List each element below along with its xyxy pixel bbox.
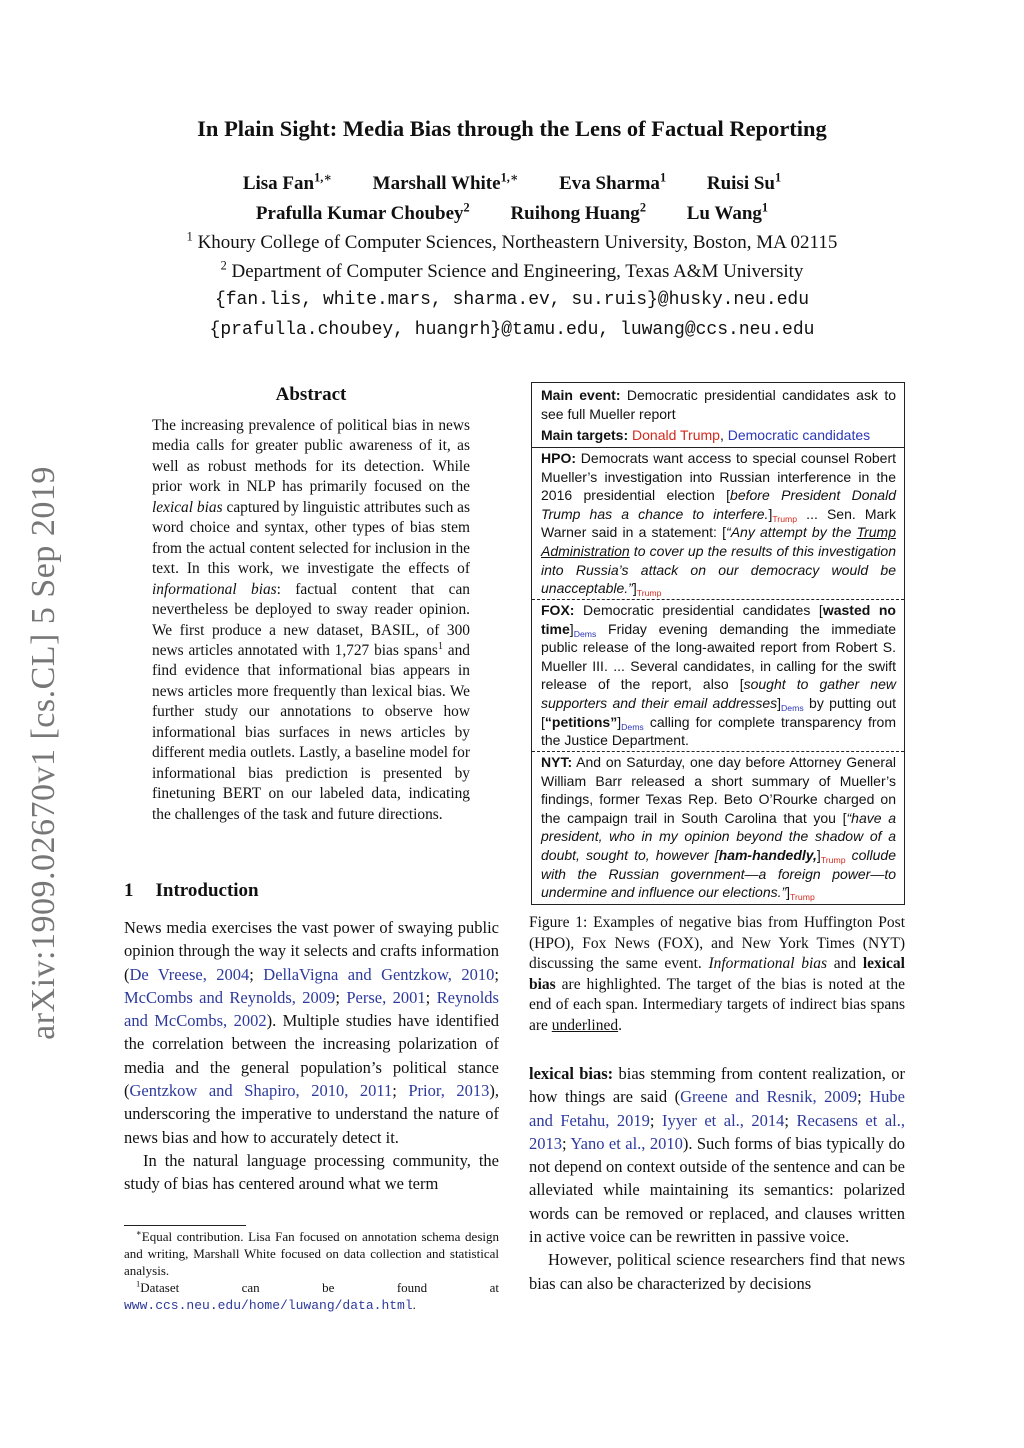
- figure-1-caption: Figure 1: Examples of negative bias from Huffington Post (HPO), Fox News (FOX), and New York Times (NYT) discussing the same event. Informational bias and lexical bias are highlighted. The target of the bias is noted at the end of each span. Intermediary targets of indirect bias spans are underlined.: [529, 914, 905, 1034]
- citation-link[interactable]: Perse, 2001: [346, 987, 426, 1007]
- footnotes: [124, 1228, 499, 1314]
- citation-link[interactable]: Reynolds and McCombs, 2002: [124, 987, 499, 1031]
- author: Eva Sharma$^1$: [559, 170, 667, 194]
- figure-divider-dashed: [532, 751, 904, 752]
- paragraph: lexical bias: bias stemming from content realization, or how things are said (Greene and Resnik, 2009; Hube and Fetahu, 2019; Iyyer et al., 2014; Recasens et al., 2013; Yano et al., 2010). Such forms of bias typically do not depend on context outside of the sentence and can be alleviated while maintaining its semantics: polarized words can be removed or replaced, and clauses written in active voice can be rewritten in passive voice.: [529, 1064, 906, 1247]
- section-heading-introduction: 1 Introduction: [124, 880, 259, 901]
- paragraph: News media exercises the vast power of swaying public opinion through the way it selects and crafts information (De Vreese, 2004; DellaVigna and Gentzkow, 2010; McCombs and Reynolds, 2009; Perse, 2001; Reynolds and McCombs, 2002). Multiple studies have identified the correlation between the increasing polarization of media and the general population’s political stance (Gentzkow and Shapiro, 2010, 2011; Prior, 2013), underscoring the imperative to understand the nature of news bias and how to accurately detect it.: [124, 918, 499, 1147]
- author: Lu Wang$^1$: [686, 200, 769, 224]
- paragraph: In the natural language processing community, the study of bias has centered around what we term: [124, 1150, 499, 1194]
- footnote-dataset: $^1$Dataset can be found at www.ccs.neu.edu/home/luwang/data.html.: [124, 1278, 499, 1313]
- citation-link[interactable]: Recasens et al., 2013: [529, 1110, 906, 1153]
- citation-link[interactable]: McCombs and Reynolds, 2009: [124, 987, 336, 1007]
- abstract-heading: Abstract: [275, 384, 347, 405]
- author: Ruisi Su$^1$: [706, 170, 782, 194]
- author: Marshall White$^{1,∗}$: [372, 170, 519, 194]
- citation-link[interactable]: Yano et al., 2010: [570, 1133, 683, 1153]
- paragraph: However, political science researchers find that news bias can also be characterized by decisions: [529, 1250, 905, 1293]
- author-row-1: [0, 170, 1024, 195]
- abstract-body: The increasing prevalence of political bias in news media calls for greater public awareness of it, as well as robust methods for its detection. While prior work in NLP has primarily focused on the lexical bias captured by linguistic attributes such as word choice and syntax, other types of bias stem from the actual content selected for inclusion in the text. In this work, we investigate the effects of informational bias: factual content that can nevertheless be deployed to sway reader opinion. We first produce a new dataset, BASIL, of 300 news articles annotated with 1,727 bias spans$^1$ and find evidence that informational bias appears in news articles more frequently than lexical bias. We further study our annotations to observe how informational bias surfaces in news articles by different media outlets. Lastly, a baseline model for informational bias prediction is presented by finetuning BERT on our labeled data, indicating the challenges of the task and future directions.: [152, 417, 471, 823]
- figure-main-targets: Main targets: Donald Trump, Democratic candidates: [541, 427, 871, 443]
- citation-link[interactable]: Prior, 2013: [408, 1081, 490, 1101]
- footnote-equal-contribution: ∗Equal contribution. Lisa Fan focused on annotation schema design and writing, Marshall White focused on data collection and statistical analysis.: [124, 1227, 499, 1278]
- arxiv-id: arXiv:1909.02670v1 [cs.CL] 5 Sep 2019: [25, 466, 62, 1040]
- figure-hpo-excerpt: HPO: Democrats want access to special counsel Robert Mueller’s investigation into Russian interference in the 2016 presidential election [before President Donald Trump has a chance to $interfere.]_{Trump}$ ... Sen. Mark Warner said in a statement: [“Any attempt by the Trump Administration to cover up the results of this investigation into Russia’s attack on our democracy would be $unacceptable.”]_{Trump}$: [541, 450, 896, 599]
- citation-link[interactable]: Hube and Fetahu, 2019: [529, 1087, 905, 1130]
- figure-fox-excerpt: FOX: Democratic presidential candidates [wasted no $time]_{Dems}$ Friday evening demanding the immediate public release of the long-awaited report from Robert S. Mueller III. ... Several candidates, in calling for the swift release of the report, also [sought to gather new supporters and their email $addresses]_{Dems}$ by putting out $[“petitions”]_{Dems}$ calling for complete transparency from the Justice Department.: [541, 602, 897, 749]
- figure-nyt-excerpt: NYT: And on Saturday, one day before Attorney General William Barr released a short summary of Mueller’s findings, former Texas Rep. Beto O’Rourke charged on the campaign trail in South Carolina that you [“have a president, who in my opinion beyond the shadow of a doubt, sought to, however $[ham-handedly,]_{Trump}$ collude with the Russian government—a foreign power—to undermine and influence our $elections.”]_{Trump}$: [541, 754, 896, 903]
- author-row-2: [0, 200, 1024, 225]
- paper-title: In Plain Sight: Media Bias through the Lens of Factual Reporting: [197, 116, 827, 141]
- affiliation-2: $^2$ Department of Computer Science and Engineering, Texas A&M University: [220, 258, 804, 282]
- citation-link[interactable]: Gentzkow and Shapiro, 2010, 2011: [129, 1081, 393, 1101]
- footnote-marker: 1: [437, 640, 443, 652]
- citation-link[interactable]: De Vreese, 2004: [129, 964, 250, 984]
- figure-divider-dashed: [532, 599, 904, 600]
- arxiv-sidebar-stamp: [20, 463, 68, 1043]
- author: Prafulla Kumar Choubey$^2$: [255, 200, 470, 224]
- figure-main-event: Main event: Democratic presidential candidates ask to see full Mueller report: [541, 387, 897, 422]
- author: Ruihong Huang$^2$: [510, 200, 646, 224]
- figure-divider: [532, 447, 904, 448]
- footnote-divider: [124, 1225, 246, 1226]
- email-line-2: {prafulla.choubey, huangrh}@tamu.edu, luwang@ccs.neu.edu: [209, 320, 815, 340]
- figure-1-box: [531, 382, 905, 905]
- citation-link[interactable]: Iyyer et al., 2014: [662, 1110, 785, 1130]
- email-line-1: {fan.lis, white.mars, sharma.ev, su.ruis}@husky.neu.edu: [214, 290, 810, 310]
- author: Lisa Fan$^{1,∗}$: [242, 170, 332, 194]
- affiliation-1: $^1$ Khoury College of Computer Sciences, Northeastern University, Boston, MA 02115: [186, 229, 838, 253]
- dataset-url-link[interactable]: www.ccs.neu.edu/home/luwang/data.html: [124, 1298, 413, 1313]
- right-column-body: [529, 1062, 905, 1295]
- introduction-body: [124, 916, 499, 1196]
- citation-link[interactable]: Greene and Resnik, 2009: [680, 1087, 858, 1107]
- citation-link[interactable]: DellaVigna and Gentzkow, 2010: [263, 964, 495, 984]
